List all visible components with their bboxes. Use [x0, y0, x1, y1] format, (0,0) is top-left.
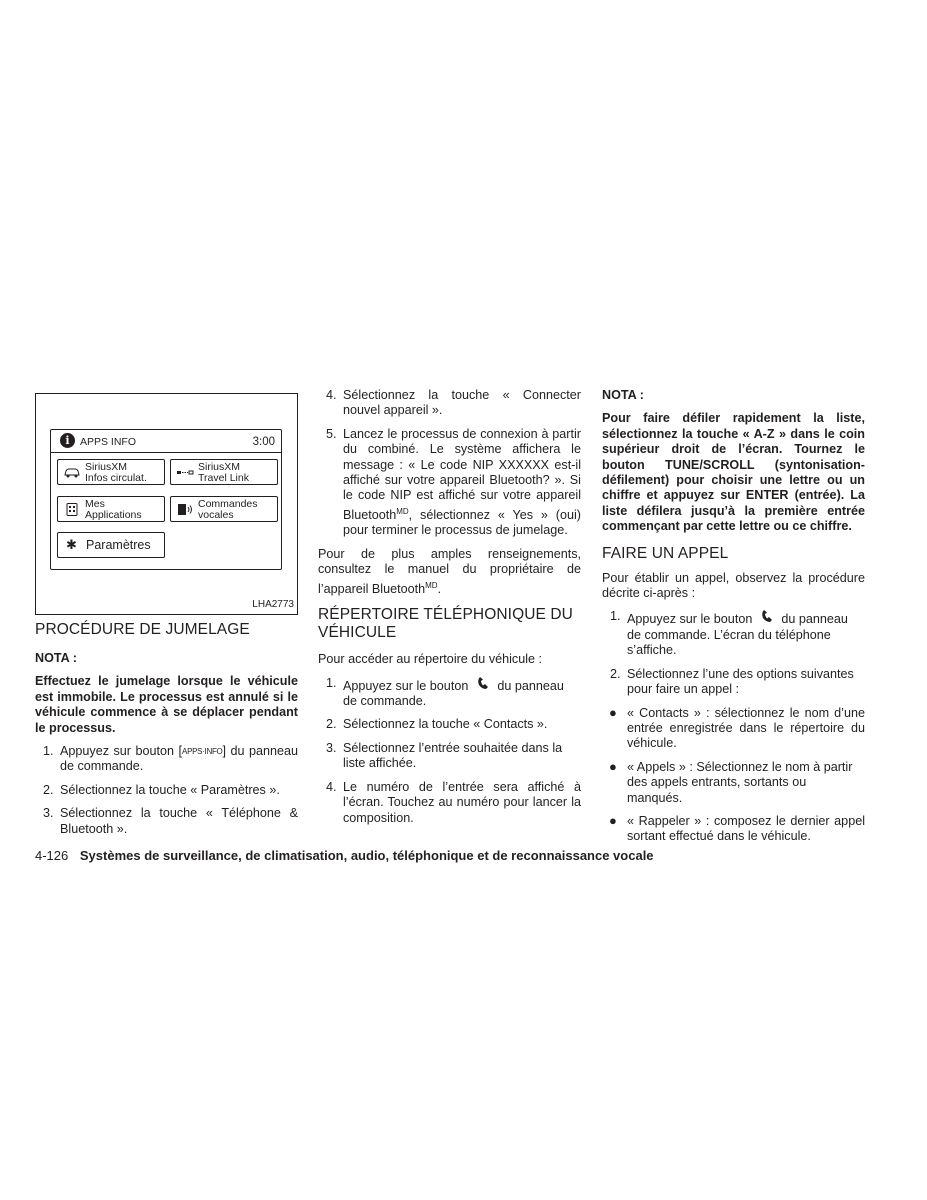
- step-text: Le numéro de l’entrée sera affiché à l’écran. Touchez au numéro pour lancer la composition.: [343, 779, 581, 825]
- pairing-note-text: Effectuez le jumelage lorsque le véhicule est immobile. Le processus est annulé si le véhicule commence à se déplacer pendant le processus.: [35, 674, 298, 735]
- call-bullet-1: [602, 706, 865, 752]
- step-number: 1.: [326, 675, 337, 690]
- call-step-1: [602, 609, 865, 658]
- siriusxm-info-label: SiriusXM Infos circulat.: [85, 461, 147, 484]
- page-footer: [35, 848, 654, 863]
- step-text: Sélectionnez la touche « Téléphone & Bluetooth ».: [60, 806, 298, 836]
- pairing-more-info: [318, 547, 581, 597]
- pairing-note-label: NOTA :: [35, 651, 77, 665]
- pairing-step-4: [318, 388, 581, 419]
- bullet-icon: ●: [609, 812, 617, 828]
- column-2: [318, 388, 581, 826]
- my-apps-button: [57, 496, 165, 522]
- section-title-pairing: PROCÉDURE DE JUMELAGE: [35, 621, 250, 638]
- step-text: Sélectionnez la touche « Connecter nouvel appareil ».: [343, 388, 581, 418]
- my-apps-label: Mes Applications: [85, 498, 142, 521]
- page-number: 4-126: [35, 848, 69, 863]
- call-intro: Pour établir un appel, observez la procédure décrite ci-après :: [602, 570, 865, 601]
- step-text: Sélectionnez la touche « Paramètres ».: [60, 782, 280, 797]
- step-text: Appuyez sur le bouton: [627, 612, 753, 627]
- step-number: 2.: [43, 782, 54, 797]
- voice-icon: [176, 503, 194, 516]
- superscript: MD: [396, 506, 409, 516]
- step-text: , sélectionnez « Yes » (oui) pour terminer le processus de jumelage.: [343, 508, 581, 538]
- step-number: 3.: [326, 740, 337, 755]
- column-3: [602, 388, 865, 845]
- siriusxm-info-button: [57, 459, 165, 485]
- settings-label: Paramètres: [86, 538, 151, 552]
- gear-icon: ✱: [66, 537, 77, 552]
- step-number: 2.: [326, 717, 337, 732]
- pairing-step-5: [318, 427, 581, 539]
- apps-info-screen: [50, 429, 282, 570]
- paragraph-text: .: [437, 581, 442, 596]
- voice-commands-button: [170, 496, 278, 522]
- step-text: Sélectionnez l’entrée souhaitée dans la liste affichée.: [343, 740, 563, 771]
- phonebook-note-label: NOTA :: [602, 388, 644, 402]
- paragraph-text: Pour de plus amples renseignements, consultez le manuel du propriétaire de l’appareil Bluetooth: [318, 546, 581, 596]
- phonebook-step-1: [318, 676, 581, 710]
- step-text: Lancez le processus de connexion à partir du combiné. Le système affichera le message : « Le code NIP XXXXXX est-il affiché sur votre appareil Bluetooth? ». Si le code NIP est affiché sur votre appareil Bluetooth: [343, 426, 581, 523]
- pairing-step-1: [35, 744, 298, 775]
- step-number: 1.: [610, 609, 621, 624]
- voice-commands-label: Commandes vocales: [198, 498, 258, 521]
- bullet-text: « Rappeler » : composez le dernier appel sortant effectué dans le véhicule.: [627, 813, 865, 844]
- superscript: MD: [425, 580, 438, 590]
- pairing-step-2: [35, 783, 298, 798]
- screen-title: APPS INFO: [80, 436, 137, 448]
- step-number: 4.: [326, 779, 337, 794]
- chapter-title: Systèmes de surveillance, de climatisation, audio, téléphonique et de reconnaissance vocale: [79, 848, 654, 863]
- step-number: 3.: [43, 806, 54, 821]
- info-icon: i: [60, 433, 75, 448]
- step-number: 5.: [326, 426, 337, 441]
- siriusxm-travel-button: [170, 459, 278, 485]
- screen-header: [51, 430, 281, 453]
- traffic-icon: [176, 466, 194, 479]
- apps-info-key-icon: APPS·INFO: [182, 747, 223, 757]
- step-number: 4.: [326, 388, 337, 402]
- step-text: du panneau de commande. L’écran du téléphone s’affiche.: [627, 612, 848, 658]
- phonebook-intro: Pour accéder au répertoire du véhicule :: [318, 652, 543, 667]
- bullet-text: « Contacts » : sélectionnez le nom d’une entrée enregistrée dans le répertoire du véhicule.: [627, 705, 865, 751]
- settings-button: [57, 532, 165, 558]
- siriusxm-travel-label: SiriusXM Travel Link: [198, 461, 249, 484]
- phone-icon: [472, 676, 494, 693]
- step-text: Appuyez sur bouton [: [60, 744, 183, 759]
- apps-grid-icon: [63, 503, 81, 516]
- bullet-text: « Appels » : Sélectionnez le nom à partir des appels entrants, sortants ou manqués.: [627, 759, 853, 805]
- figure-apps-info-screen: [35, 393, 298, 615]
- bullet-icon: ●: [609, 704, 617, 720]
- phonebook-step-4: [318, 780, 581, 826]
- phonebook-step-3: [318, 741, 581, 772]
- car-icon: [63, 466, 81, 479]
- step-text: du panneau de commande.: [343, 678, 564, 709]
- call-bullet-3: [602, 814, 865, 845]
- bullet-icon: ●: [609, 758, 617, 774]
- step-number: 2.: [610, 666, 621, 681]
- call-step-2: [602, 667, 865, 698]
- figure-code: LHA2773: [252, 598, 294, 610]
- step-number: 1.: [43, 744, 54, 759]
- step-text: Sélectionnez l’une des options suivantes pour faire un appel :: [627, 666, 854, 697]
- phonebook-note-text: Pour faire défiler rapidement la liste, sélectionnez la touche « A-Z » dans le coin supérieur droit de l’écran. Tournez le bouton TUNE/SCROLL (syntonisation-défilement) pour choisir une lettre ou un chiffre et appuyez sur ENTER (entrée). La liste défilera jusqu’à la première entrée commençant par cette lettre ou ce chiffre.: [602, 411, 865, 534]
- call-bullet-2: [602, 760, 865, 806]
- section-title-call: FAIRE UN APPEL: [602, 544, 729, 562]
- screen-clock: 3:00: [252, 436, 275, 448]
- step-text: Appuyez sur le bouton: [343, 678, 469, 693]
- step-text: ] du panneau de commande.: [60, 744, 298, 774]
- section-title-phonebook: RÉPERTOIRE TÉLÉPHONIQUE DU VÉHICULE: [318, 606, 573, 642]
- pairing-step-3: [35, 806, 298, 837]
- phone-icon: [756, 609, 778, 626]
- column-1: [35, 388, 298, 837]
- phonebook-step-2: [318, 717, 581, 732]
- step-text: Sélectionnez la touche « Contacts ».: [343, 717, 548, 732]
